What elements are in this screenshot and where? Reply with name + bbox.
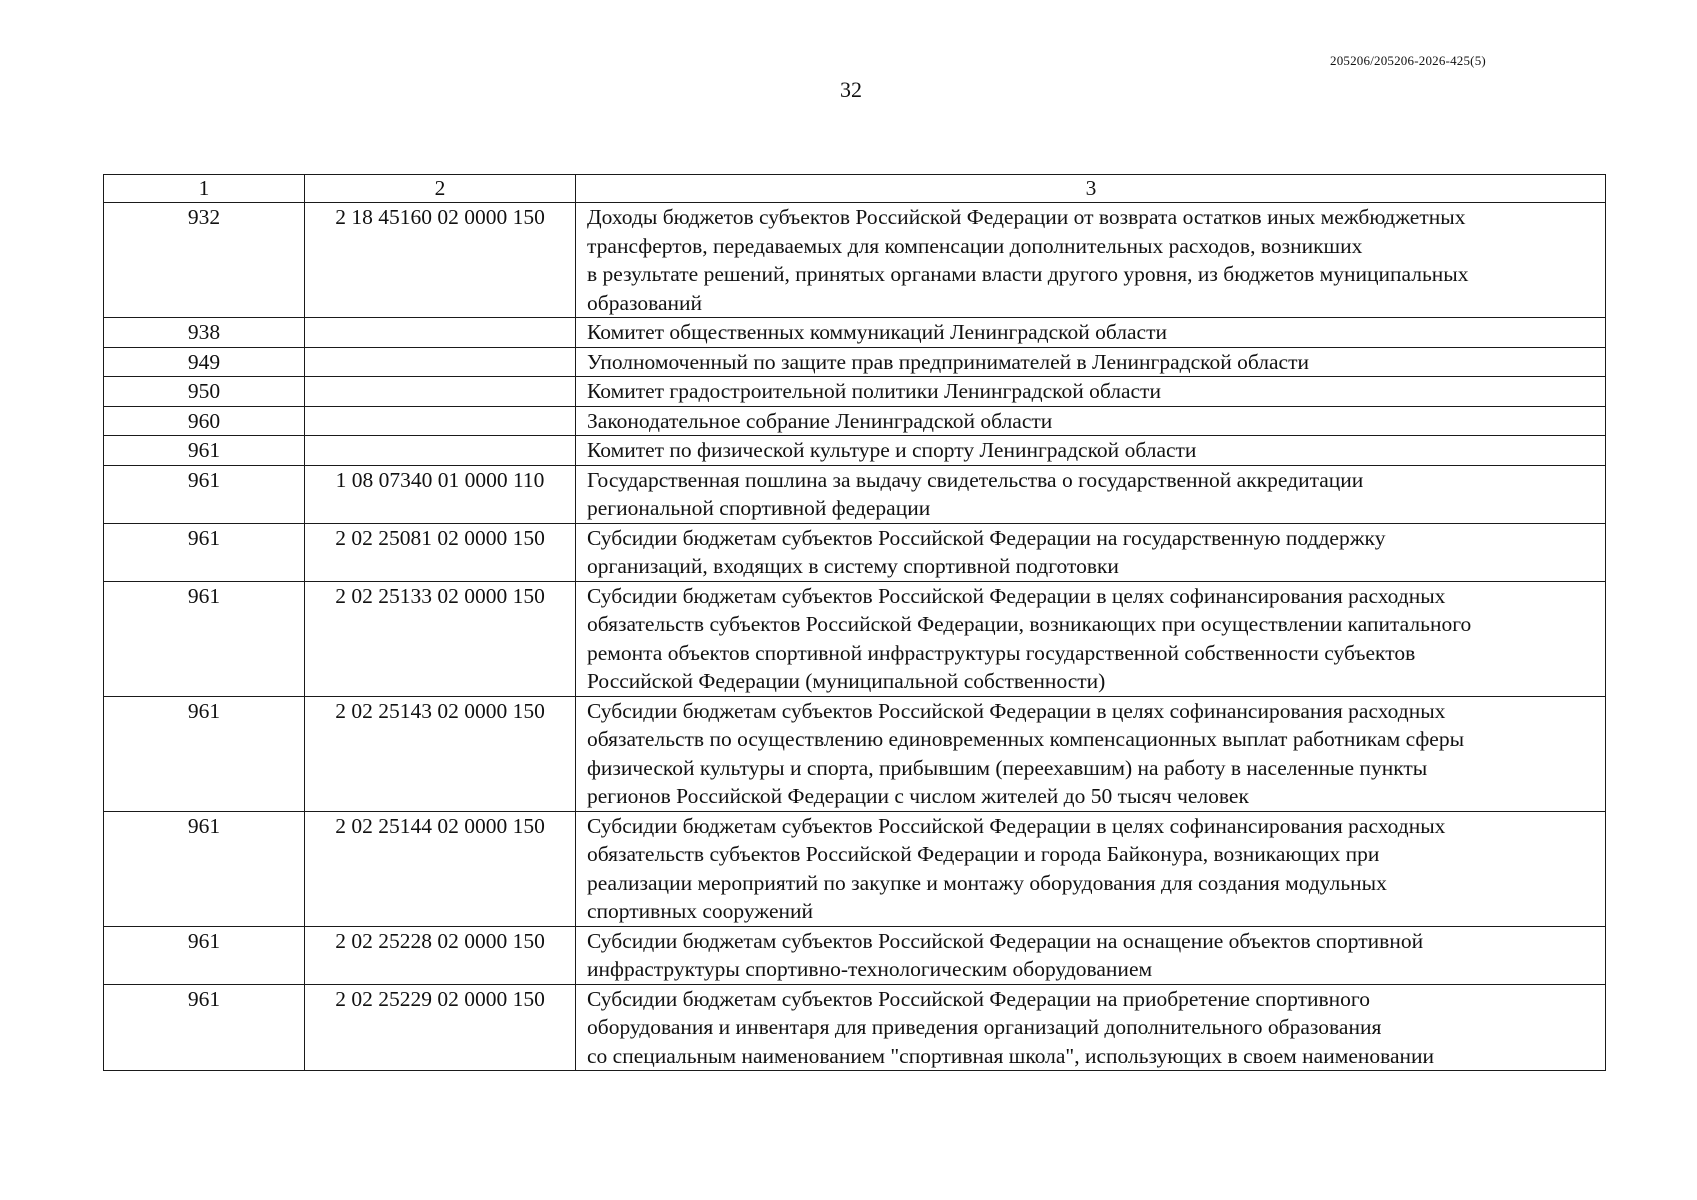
admin-code-cell: 961: [104, 811, 305, 926]
budget-classification-table: [103, 174, 1606, 1071]
table-row: [104, 926, 1606, 984]
admin-code-cell: 961: [104, 465, 305, 523]
revenue-name-line: Государственная пошлина за выдачу свидетельства о государственной аккредитации: [587, 467, 1364, 492]
revenue-name-line: обязательств субъектов Российской Федерации, возникающих при осуществлении капитального: [587, 612, 1472, 636]
budget-code-cell: [305, 347, 576, 377]
column-header-1: 1: [104, 175, 305, 203]
admin-code-cell: 960: [104, 406, 305, 436]
revenue-name-cell: [576, 696, 1606, 811]
revenue-name-line: Субсидии бюджетам субъектов Российской Федерации на оснащение объектов спортивной: [587, 928, 1424, 953]
table-row: [104, 347, 1606, 377]
revenue-name-line: Доходы бюджетов субъектов Российской Федерации от возврата остатков иных межбюджетных: [587, 205, 1466, 229]
revenue-name-line: в результате решений, принятых органами власти другого уровня, из бюджетов муниципальных: [587, 262, 1469, 286]
table-row: [104, 203, 1606, 318]
page-number: 32: [840, 77, 862, 102]
budget-code-cell: 2 02 25228 02 0000 150: [305, 926, 576, 984]
column-header-2: 2: [305, 175, 576, 203]
admin-code-cell: 961: [104, 436, 305, 466]
table-row: [104, 523, 1606, 581]
revenue-name-line: спортивных сооружений: [587, 899, 814, 923]
revenue-name-cell: [576, 347, 1606, 377]
revenue-name-cell: [576, 436, 1606, 466]
revenue-name-line: Законодательное собрание Ленинградской области: [587, 408, 1053, 433]
table-row: [104, 811, 1606, 926]
table-row: [104, 377, 1606, 407]
revenue-name-line: обязательств по осуществлению единовременных компенсационных выплат работникам сферы: [587, 727, 1465, 751]
revenue-name-line: образований: [587, 290, 703, 315]
revenue-name-line: Комитет по физической культуре и спорту Ленинградской области: [587, 438, 1197, 462]
budget-code-cell: [305, 377, 576, 407]
revenue-name-cell: [576, 984, 1606, 1071]
revenue-name-line: реализации мероприятий по закупке и монтажу оборудования для создания модульных: [587, 870, 1387, 895]
admin-code-cell: 961: [104, 523, 305, 581]
revenue-name-line: региональной спортивной федерации: [587, 496, 931, 520]
revenue-name-line: Уполномоченный по защите прав предпринимателей в Ленинградской области: [587, 349, 1309, 374]
admin-code-cell: 950: [104, 377, 305, 407]
revenue-name-line: Российской Федерации (муниципальной собственности): [587, 669, 1106, 693]
admin-code-cell: 961: [104, 984, 305, 1071]
revenue-name-line: Субсидии бюджетам субъектов Российской Федерации в целях софинансирования расходных: [587, 583, 1446, 608]
admin-code-cell: 938: [104, 318, 305, 348]
budget-code-cell: 2 02 25133 02 0000 150: [305, 581, 576, 696]
revenue-name-line: регионов Российской Федерации с числом жителей до 50 тысяч человек: [587, 784, 1249, 808]
table-row: [104, 406, 1606, 436]
revenue-name-cell: [576, 523, 1606, 581]
revenue-name-line: Субсидии бюджетам субъектов Российской Федерации на государственную поддержку: [587, 525, 1386, 550]
budget-code-cell: [305, 406, 576, 436]
revenue-name-line: ремонта объектов спортивной инфраструктуры государственной собственности субъектов: [587, 640, 1416, 665]
revenue-name-cell: [576, 318, 1606, 348]
revenue-name-line: со специальным наименованием "спортивная школа", использующих в своем наименовании: [587, 1043, 1435, 1068]
admin-code-cell: 949: [104, 347, 305, 377]
document-id: 205206/205206-2026-425(5): [1330, 53, 1486, 68]
revenue-name-line: трансфертов, передаваемых для компенсации дополнительных расходов, возникших: [587, 233, 1363, 258]
revenue-name-line: обязательств субъектов Российской Федерации и города Байконура, возникающих при: [587, 842, 1380, 866]
revenue-name-line: Комитет общественных коммуникаций Ленинградской области: [587, 320, 1168, 344]
revenue-name-line: инфраструктуры спортивно-технологическим оборудованием: [587, 957, 1153, 981]
revenue-name-cell: [576, 926, 1606, 984]
budget-code-cell: 1 08 07340 01 0000 110: [305, 465, 576, 523]
budget-code-cell: 2 02 25229 02 0000 150: [305, 984, 576, 1071]
admin-code-cell: 961: [104, 581, 305, 696]
revenue-name-cell: [576, 377, 1606, 407]
revenue-name-cell: [576, 203, 1606, 318]
revenue-name-line: организаций, входящих в систему спортивной подготовки: [587, 554, 1119, 578]
revenue-name-line: Субсидии бюджетам субъектов Российской Федерации в целях софинансирования расходных: [587, 813, 1446, 838]
revenue-name-line: Субсидии бюджетам субъектов Российской Федерации в целях софинансирования расходных: [587, 698, 1446, 723]
column-header-3: 3: [576, 175, 1606, 203]
budget-code-cell: 2 02 25144 02 0000 150: [305, 811, 576, 926]
table-row: [104, 581, 1606, 696]
table-row: [104, 465, 1606, 523]
revenue-name-cell: [576, 811, 1606, 926]
budget-code-cell: [305, 318, 576, 348]
revenue-name-line: физической культуры и спорта, прибывшим (переехавшим) на работу в населенные пункты: [587, 755, 1428, 780]
budget-code-cell: 2 02 25081 02 0000 150: [305, 523, 576, 581]
admin-code-cell: 961: [104, 926, 305, 984]
table-row: [104, 318, 1606, 348]
revenue-name-line: Комитет градостроительной политики Ленинградской области: [587, 379, 1161, 403]
revenue-name-cell: [576, 465, 1606, 523]
revenue-name-line: Субсидии бюджетам субъектов Российской Федерации на приобретение спортивного: [587, 986, 1370, 1011]
admin-code-cell: 932: [104, 203, 305, 318]
revenue-name-cell: [576, 581, 1606, 696]
budget-code-cell: 2 02 25143 02 0000 150: [305, 696, 576, 811]
budget-code-cell: 2 18 45160 02 0000 150: [305, 203, 576, 318]
table-row: [104, 436, 1606, 466]
table-body: [104, 175, 1606, 1071]
revenue-name-cell: [576, 406, 1606, 436]
table-row: [104, 984, 1606, 1071]
budget-code-cell: [305, 436, 576, 466]
table-row: [104, 696, 1606, 811]
table-header-row: [104, 175, 1606, 203]
admin-code-cell: 961: [104, 696, 305, 811]
revenue-name-line: оборудования и инвентаря для приведения организаций дополнительного образования: [587, 1015, 1382, 1039]
